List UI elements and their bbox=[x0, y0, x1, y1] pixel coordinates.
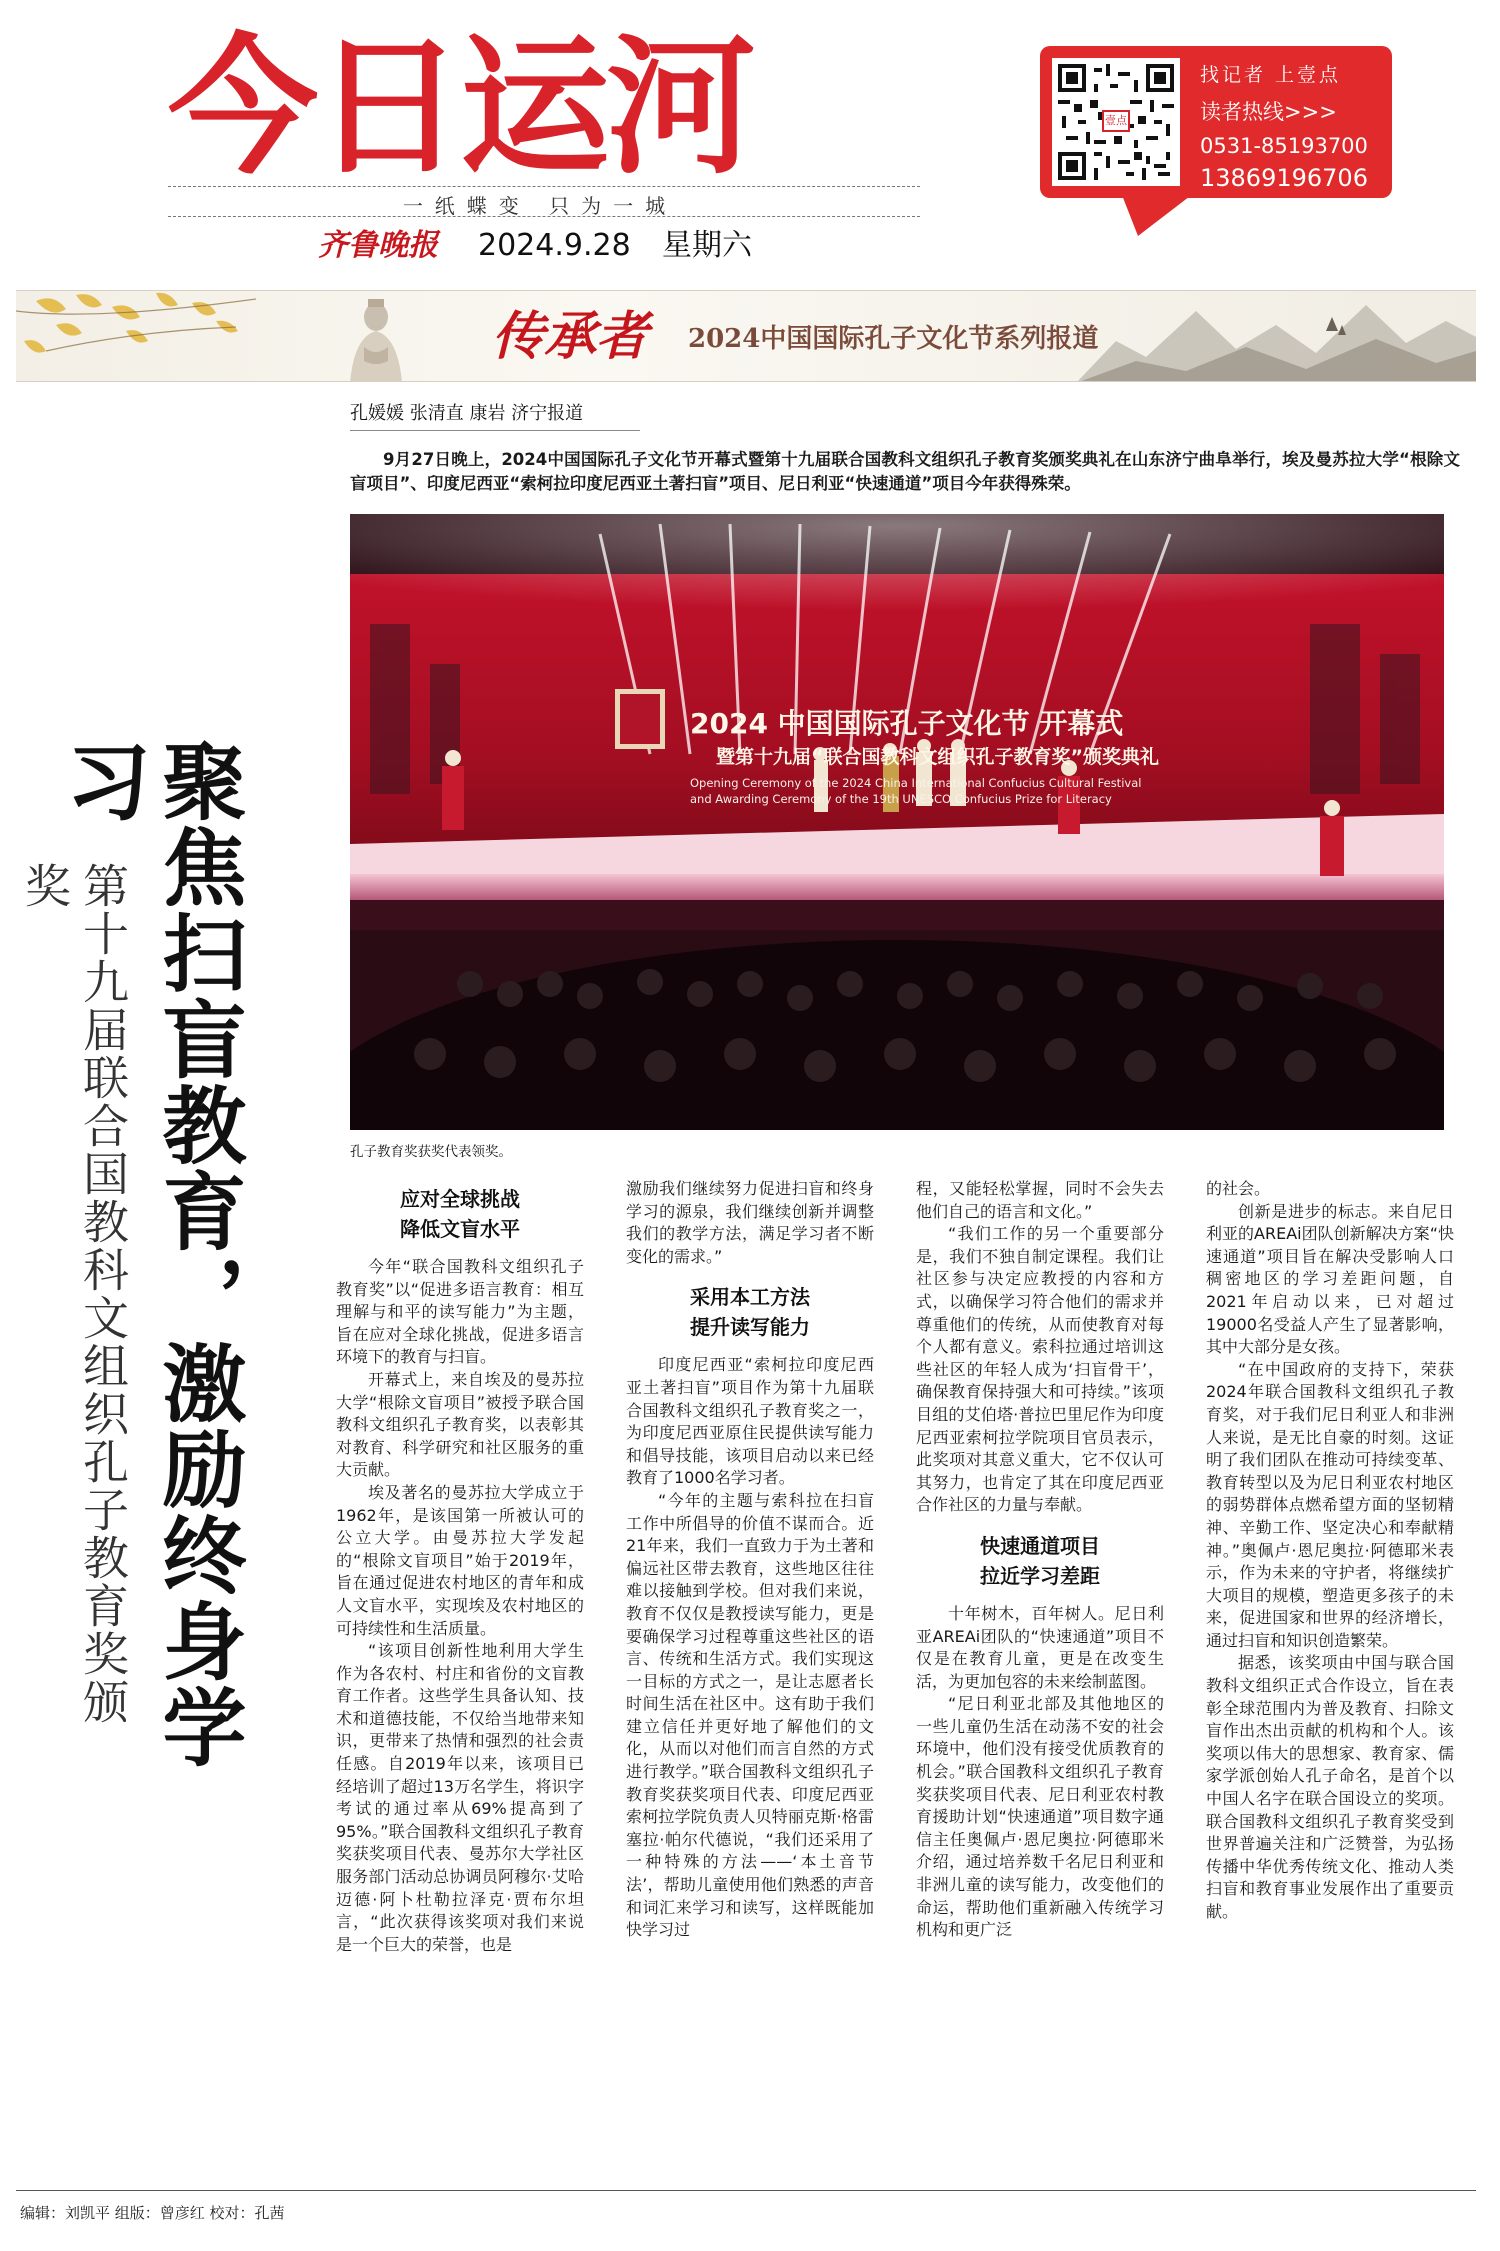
ceremony-stage-illustration bbox=[350, 514, 1444, 1130]
paragraph: 印度尼西亚“索柯拉印度尼西亚土著扫盲”项目作为第十九届联合国教科文组织孔子教育奖之一，为印度尼西亚原住民提供读写能力和倡导技能，该项目启动以来已经教育了1000名学习者。 bbox=[626, 1355, 874, 1488]
masthead-rule-top bbox=[168, 186, 920, 187]
main-headline: 聚焦扫盲教育，激励终身学习 bbox=[53, 738, 247, 1770]
section-heading-local-method: 采用本工方法 提升读写能力 bbox=[690, 1285, 810, 1340]
issue-weekday: 星期六 bbox=[662, 228, 752, 263]
photo-screen-english-line-2: and Awarding Ceremony of the 19th UNESCO Confucius Prize for Literacy bbox=[690, 792, 1112, 806]
paragraph: 埃及著名的曼苏拉大学成立于1962年，是该国第一所被认可的公立大学。由曼苏拉大学发起的“根除文盲项目”始于2019年，旨在通过促进农村地区的青年和成人文盲水平，实现埃及农村地区的可持续性和生活质量。 bbox=[336, 1482, 584, 1638]
paragraph: 据悉，该奖项由中国与联合国教科文组织正式合作设立，旨在表彰全球范围内为普及教育、扫除文盲作出杰出贡献的机构和个人。该奖项以伟大的思想家、教育家、儒家学派创始人孔子命名，是首个以中国人名字在联合国设立的奖项。联合国教科文组织孔子教育奖受到世界普遍关注和广泛赞誉，为弘扬传播中华优秀传统文化、推动人类扫盲和教育事业发展作出了重要贡献。 bbox=[1206, 1653, 1454, 1921]
photo-screen-english-line-1: Opening Ceremony of the 2024 China International Confucius Cultural Festival bbox=[690, 776, 1142, 790]
hotline-box bbox=[1040, 46, 1392, 198]
paragraph: 程，又能轻松掌握，同时不会失去他们自己的语言和文化。” bbox=[916, 1179, 1164, 1221]
paragraph: “在中国政府的支持下，荣获2024年联合国教科文组织孔子教育奖，对于我们尼日利亚人和非洲人来说，是无比自豪的时刻。这证明了我们团队在推动可持续变革、教育转型以及为尼日利亚农村地区的弱势群体点燃希望方面的坚韧精神、辛勤工作、坚定决心和奉献精神。”奥佩卢·恩尼奥拉·阿德耶米表示，作为未来的守护者，将继续扩大项目的规模，塑造更多孩子的未来，促进国家和世界的经济增长，通过扫盲和知识创造繁荣。 bbox=[1206, 1359, 1454, 1650]
paragraph: 的社会。 bbox=[1206, 1179, 1271, 1198]
article-column-4 bbox=[1206, 1178, 1454, 2178]
ginkgo-leaves-decoration bbox=[16, 291, 276, 382]
article-column-3 bbox=[916, 1178, 1164, 2178]
footer-credits: 编辑：刘凯平 组版：曾彦红 校对：孔茜 bbox=[20, 2204, 285, 2222]
masthead-rule-bottom bbox=[168, 216, 920, 217]
paragraph: 开幕式上，来自埃及的曼苏拉大学“根除文盲项目”被授予联合国教科文组织孔子教育奖，以表彰其对教育、科学研究和社区服务的重大贡献。 bbox=[336, 1369, 584, 1480]
ceremony-photo bbox=[350, 514, 1444, 1130]
confucius-statue-image bbox=[328, 297, 424, 382]
qr-code[interactable] bbox=[1052, 58, 1180, 186]
paragraph: 今年“联合国教科文组织孔子教育奖”以“促进多语言教育：相互理解与和平的读写能力”为主题，旨在应对全球化挑战，促进多语言环境下的教育与扫盲。 bbox=[336, 1257, 584, 1367]
paragraph: 创新是进步的标志。来自尼日利亚的AREAi团队创新解决方案“快速通道”项目旨在解决受影响人口稠密地区的学习差距问题，自2021年启动以来，已对超过19000名受益人产生了显著影响，其中大部分是女孩。 bbox=[1206, 1201, 1454, 1357]
series-banner bbox=[16, 290, 1476, 382]
banner-subtitle: 2024中国国际孔子文化节系列报道 bbox=[688, 324, 1099, 354]
masthead-title: 今日运河 bbox=[168, 21, 753, 195]
paragraph: “我们工作的另一个重要部分是，我们不独自制定课程。我们让社区参与决定应教授的内容和方式，以确保学习符合他们的需求并尊重他们的传统，从而使教育对每个人都有意义。索科拉通过培训这些社区的年轻人成为‘扫盲骨干’，确保教育保持强大和可持续。”该项目组的艾伯塔·普拉巴里尼作为印度尼西亚索柯拉学院项目官员表示，此奖项对其意义重大，它不仅认可其努力，也肯定了其在印度尼西亚合作社区的力量与奉献。 bbox=[916, 1224, 1164, 1515]
photo-caption: 孔子教育奖获奖代表领奖。 bbox=[350, 1144, 512, 1160]
photo-screen-subtitle: 暨第十九届“联合国教科文组织孔子教育奖”颁奖典礼 bbox=[716, 746, 1159, 768]
section-heading-global-challenge: 应对全球挑战 降低文盲水平 bbox=[400, 1187, 520, 1241]
masthead-slogan: 一纸蝶变 只为一城 bbox=[402, 194, 678, 218]
paragraph: “尼日利亚北部及其他地区的一些儿童仍生活在动荡不安的社会环境中，他们没有接受优质教育的机会。”联合国教科文组织孔子教育奖获奖项目代表、尼日利亚农村教育援助计划“快速通道”项目数字通信主任奥佩卢·恩尼奥拉·阿德耶米介绍，通过培养数千名尼日利亚和非洲儿童的读写能力，改变他们的命运，帮助他们重新融入传统学习机构和更广泛 bbox=[916, 1694, 1164, 1940]
banner-brush-title: 传承者 bbox=[492, 306, 649, 367]
photo-screen-title: 2024 中国国际孔子文化节 开幕式 bbox=[690, 707, 1124, 740]
qr-center-logo: 壹点 bbox=[1102, 110, 1130, 132]
article-lead: 9月27日晚上，2024中国国际孔子文化节开幕式暨第十九届联合国教科文组织孔子教育奖颁奖典礼在山东济宁曲阜举行，埃及曼苏拉大学“根除文盲项目”、印度尼西亚“索柯拉印度尼西亚土著扫盲”项目、尼日利亚“快速通道”项目今年获得殊荣。 bbox=[350, 450, 1460, 493]
section-heading-fast-track: 快速通道项目 拉近学习差距 bbox=[980, 1533, 1100, 1588]
article-byline: 孔媛媛 张清直 康岩 济宁报道 bbox=[350, 403, 584, 424]
article-column-2 bbox=[626, 1178, 874, 2178]
sub-headline: 第十九届联合国教科文组织孔子教育奖颁奖 bbox=[18, 862, 130, 1726]
hotline-label-reader: 读者热线>>> bbox=[1200, 100, 1337, 124]
ink-mountains-decoration bbox=[1076, 291, 1476, 382]
paragraph: 十年树木，百年树人。尼日利亚AREAi团队的“快速通道”项目不仅是在教育儿童，更是在改变生活，为更加包容的未来绘制蓝图。 bbox=[916, 1603, 1164, 1691]
paragraph: “今年的主题与索科拉在扫盲工作中所倡导的价值不谋而合。近21年来，我们一直致力于为土著和偏远社区带去教育，这些地区往往难以接触到学校。但对我们来说，教育不仅仅是教授读写能力，更是要确保学习过程尊重这些社区的语言、传统和生活方式。我们实现这一目标的方式之一，是让志愿者长时间生活在社区中。这有助于我们建立信任并更好地了解他们的文化，从而以对他们而言自然的方式进行教学。”联合国教科文组织孔子教育奖获奖项目代表、印度尼西亚索柯拉学院负责人贝特丽克斯·格雷塞拉·帕尔代德说，“我们还采用了一种特殊的方法——‘本土音节法’，帮助儿童使用他们熟悉的声音和词汇来学习和读写，这样既能加快学习过 bbox=[626, 1490, 874, 1940]
byline-rule bbox=[350, 430, 640, 431]
issue-date: 2024.9.28 bbox=[478, 228, 631, 263]
hotline-phone-landline[interactable]: 0531-85193700 bbox=[1200, 134, 1368, 158]
footer-rule bbox=[16, 2190, 1476, 2191]
hotline-phone-mobile[interactable]: 13869196706 bbox=[1200, 164, 1368, 192]
paragraph: 激励我们继续努力促进扫盲和终身学习的源泉，我们继续创新并调整我们的教学方法，满足学习者不断变化的需求。” bbox=[626, 1179, 874, 1266]
publisher-logo: 齐鲁晚报 bbox=[318, 228, 438, 263]
hotline-label-reporter: 找记者 上壹点 bbox=[1200, 64, 1342, 86]
paragraph: “该项目创新性地利用大学生作为各农村、村庄和省份的文盲教育工作者。这些学生具备认知、技术和道德技能，不仅给当地带来知识，更带来了热情和强烈的社会责任感。自2019年以来，该项目已经培训了超过13万名学生，将识字考试的通过率从69%提高到了95%。”联合国教科文组织孔子教育奖获奖项目代表、曼苏尔大学社区服务部门活动总协调员阿穆尔·艾哈迈德·阿卜杜勒拉泽克·贾布尔坦言，“此次获得该奖项对我们来说是一个巨大的荣誉，也是 bbox=[336, 1641, 584, 1954]
article-column-1 bbox=[336, 1178, 584, 2178]
